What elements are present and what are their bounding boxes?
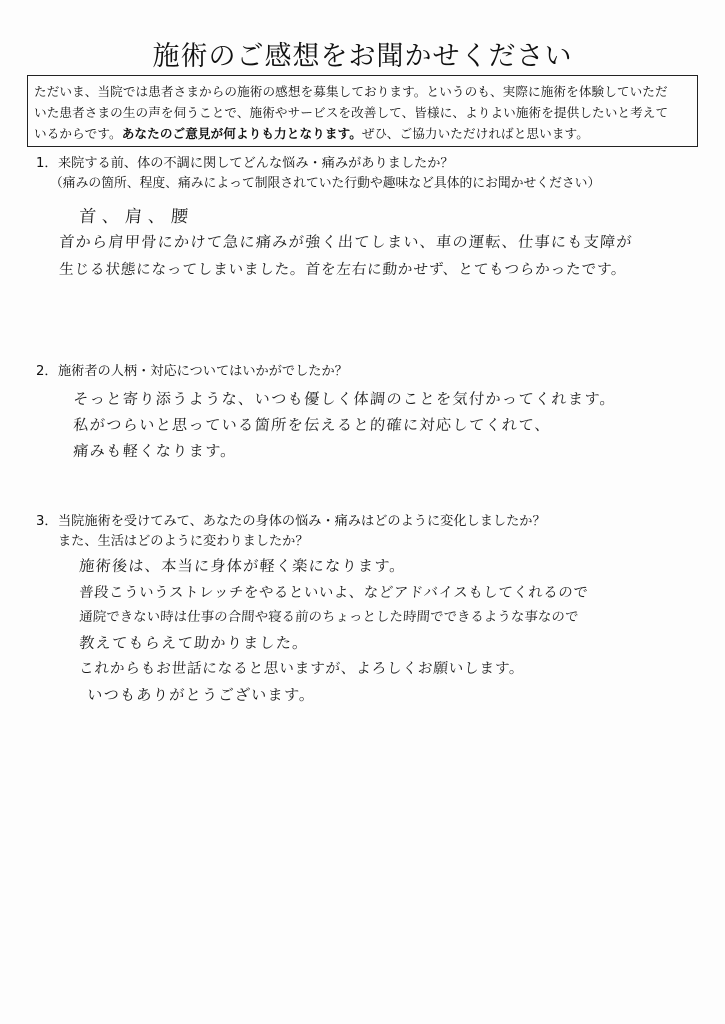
intro-line-3-b: ぜひ、ご協力いただければと思います。 <box>361 126 589 141</box>
question-1 <box>36 154 600 194</box>
answer-3-line-2: 普段こういうストレッチをやるといいよ、などアドバイスもしてくれるので <box>78 585 589 601</box>
answer-3-line-5: これからもお世話になると思いますが、よろしくお願いします。 <box>78 660 526 677</box>
intro-emphasis: あなたのご意見が何よりも力となります。 <box>121 126 362 141</box>
question-3-number: 3． <box>36 514 58 529</box>
answer-1-line-3: 生じる状態になってしまいました。首を左右に動かせず、とてもつらかったです。 <box>58 261 628 278</box>
question-2 <box>36 362 348 382</box>
question-3 <box>36 512 546 552</box>
intro-line-2: いた患者さまの生の声を伺うことで、施術やサービスを改善して、皆様に、よりよい施術を提供したいと考えて <box>34 105 669 120</box>
question-1-text: 来院する前、体の不調に関してどんな悩み・痛みがありましたか？ <box>58 156 454 171</box>
intro-box <box>27 75 698 147</box>
intro-line-3-a: いるからです。 <box>34 126 122 141</box>
answer-2-line-2: 私がつらいと思っている箇所を伝えると的確に対応してくれて、 <box>72 416 552 434</box>
answer-1-line-1: 首、肩、腰 <box>78 207 195 227</box>
answer-3-line-4: 教えてもらえて助かりました。 <box>78 634 310 652</box>
question-3-text: 当院施術を受けてみて、あなたの身体の悩み・痛みはどのように変化しましたか？ <box>58 514 546 529</box>
question-2-text: 施術者の人柄・対応についてはいかがでしたか？ <box>58 364 348 379</box>
question-3-sub: また、生活はどのように変わりましたか？ <box>58 534 309 549</box>
page-title: 施術のご感想をお聞かせください <box>152 41 573 72</box>
answer-3-line-3: 通院できない時は仕事の合間や寝る前のちょっとした時間でできるような事なので <box>78 610 579 625</box>
intro-line-1: ただいま、当院では患者さまからの施術の感想を募集しております。というのも、実際に施術を体験していただ <box>34 84 668 99</box>
answer-3-line-1: 施術後は、本当に身体が軽く楽になります。 <box>78 557 407 575</box>
answer-2-line-3: 痛みも軽くなります。 <box>72 442 238 460</box>
answer-3-line-6: いつもありがとうございます。 <box>86 686 317 704</box>
answer-2-line-1: そっと寄り添うような、いつも優しく体調のことを気付かってくれます。 <box>72 390 617 408</box>
question-2-number: 2． <box>36 364 58 379</box>
answer-1-line-2: 首から肩甲骨にかけて急に痛みが強く出てしまい、車の運転、仕事にも支障が <box>58 233 634 251</box>
intro-line-3 <box>34 123 691 144</box>
question-1-sub: （痛みの箇所、程度、痛みによって制限されていた行動や趣味など具体的にお聞かせください） <box>50 176 601 191</box>
question-1-number: 1． <box>36 156 58 171</box>
